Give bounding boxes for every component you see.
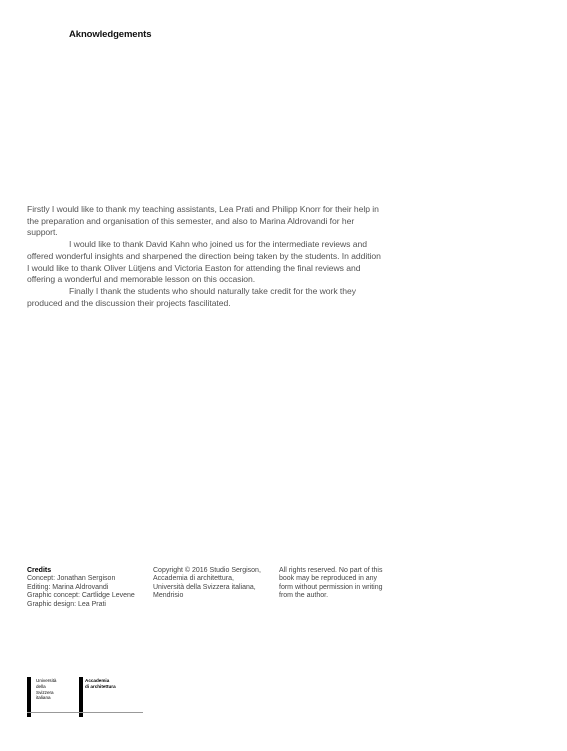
logo-text-line: della [36, 683, 46, 689]
logo-text-line: Università [36, 678, 57, 683]
copyright-notice: Copyright © 2016 Studio Sergison, Accademia di architettura, Università della Svizzera italiana, Mendrisio [153, 567, 261, 600]
logo-bar [27, 677, 31, 717]
paragraph: Firstly I would like to thank my teaching assistants, Lea Prati and Philipp Knorr for their help in the preparation and organisation of this semester, and also to Marina Aldrovandi for her support. [27, 204, 379, 238]
logo-text-line: italiana [36, 695, 51, 701]
logo-text-line: di architettura [85, 683, 116, 689]
credits-title: Credits [27, 567, 52, 574]
logo-text-line: Accademia [85, 678, 110, 683]
academy-name [85, 678, 116, 690]
rights-notice: All rights reserved. No part of this book may be reproduced in any form without permission in writing from the author. [279, 567, 383, 600]
credit-line: Graphic concept: Cartlidge Levene [27, 592, 135, 600]
credit-line: Graphic design: Lea Prati [27, 600, 106, 608]
credit-line: Editing: Marina Aldrovandi [27, 583, 109, 591]
university-logo [27, 677, 143, 719]
credits-block [27, 567, 137, 609]
logo-bar [79, 677, 83, 717]
paragraph: Finally I thank the students who should naturally take credit for the work they produced and the discussion their projects fascilitated. [27, 285, 356, 308]
page-title: Aknowledgements [69, 29, 152, 40]
university-name [36, 678, 56, 701]
acknowledgements-text [27, 204, 382, 309]
credit-line: Concept: Jonathan Sergison [27, 575, 116, 583]
logo-text-line: Svizzera [36, 689, 54, 695]
paragraph: I would like to thank David Kahn who joined us for the intermediate reviews and offered wonderful insights and sharpened the direction being taken by the students. In addition I would like to thank Oliver Lütjens and Victoria Easton for attending the final reviews and offering a wonderful and memorable lesson on this occasion. [27, 239, 381, 285]
logo-rule [27, 712, 143, 713]
